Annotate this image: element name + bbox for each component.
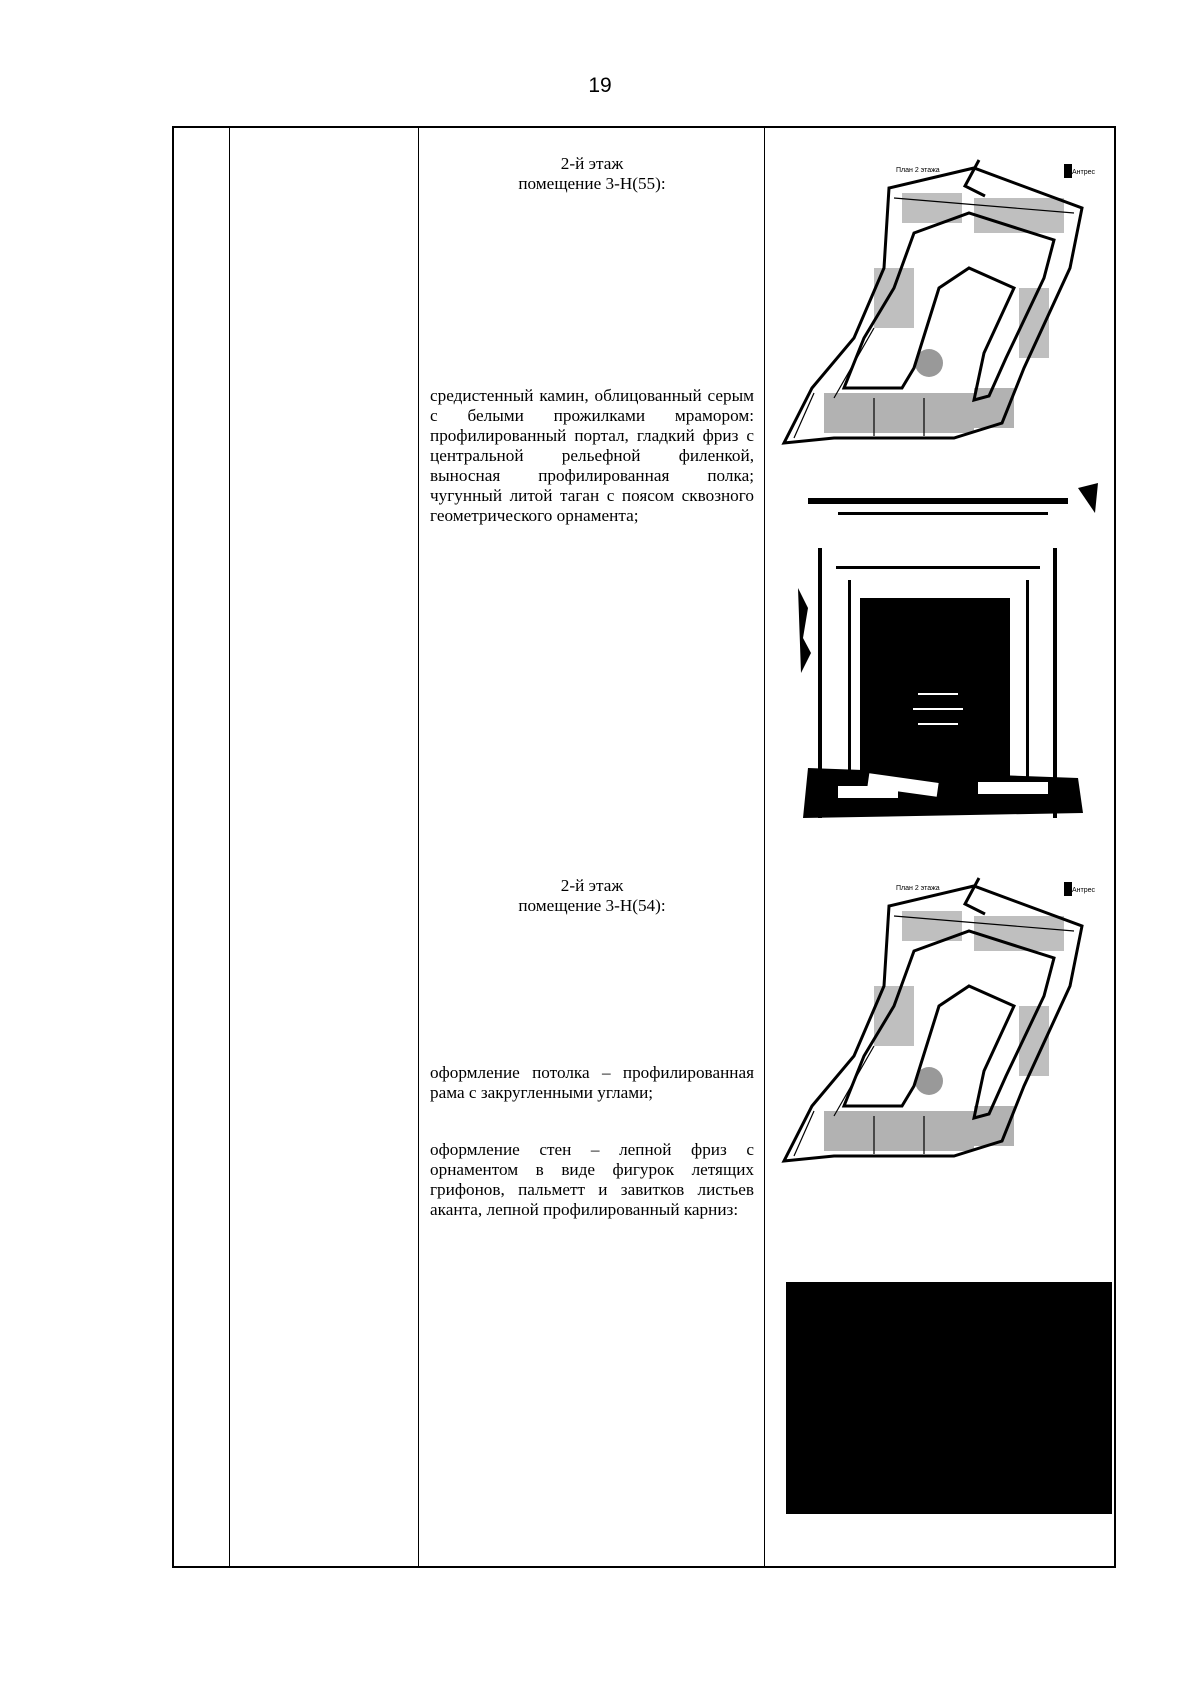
- entry-2-floor-plan: [774, 856, 1114, 1196]
- page-number: 19: [588, 74, 612, 97]
- entry-1-fireplace-photo: [778, 468, 1112, 843]
- fireplace-image: [778, 468, 1112, 843]
- column-divider-1: [229, 128, 230, 1566]
- plan-title: План 2 этажа: [896, 167, 940, 174]
- floor-plan-drawing: [774, 138, 1114, 478]
- column-divider-2: [418, 128, 419, 1566]
- entry-1-floor: 2-й этаж: [560, 154, 624, 173]
- document-table: [172, 126, 1116, 1568]
- entry-1-heading: [420, 154, 764, 194]
- column-divider-3: [764, 128, 765, 1566]
- floor-plan-drawing: [774, 856, 1114, 1196]
- entry-2-description-walls: оформление стен – лепной фриз с орнаментом в виде фигурок летящих грифонов, пальметт и завитков листьев аканта, лепной профилированный карниз:: [430, 1140, 754, 1219]
- entry-2-photo-redacted: [786, 1282, 1112, 1514]
- entry-1-description: средистенный камин, облицованный серым с белыми прожилками мрамором: профилированный портал, гладкий фриз с центральной рельефной филенкой, выносная профилированная полка; чугунный литой таган с поясом сквозного геометрического орнамента;: [430, 386, 754, 525]
- entry-2-heading: [420, 876, 764, 916]
- plan-title: План 2 этажа: [896, 885, 940, 892]
- entry-1-floor-plan: [774, 138, 1114, 478]
- entry-2-floor: 2-й этаж: [560, 876, 624, 895]
- plan-annex-label: Антрес: [1072, 169, 1096, 176]
- entry-2-description-ceiling: оформление потолка – профилированная рама с закругленными углами;: [430, 1063, 754, 1102]
- entry-2-room: помещение 3-Н(54):: [518, 896, 666, 915]
- entry-1-room: помещение 3-Н(55):: [518, 174, 666, 193]
- plan-annex-label: Антрес: [1072, 887, 1096, 894]
